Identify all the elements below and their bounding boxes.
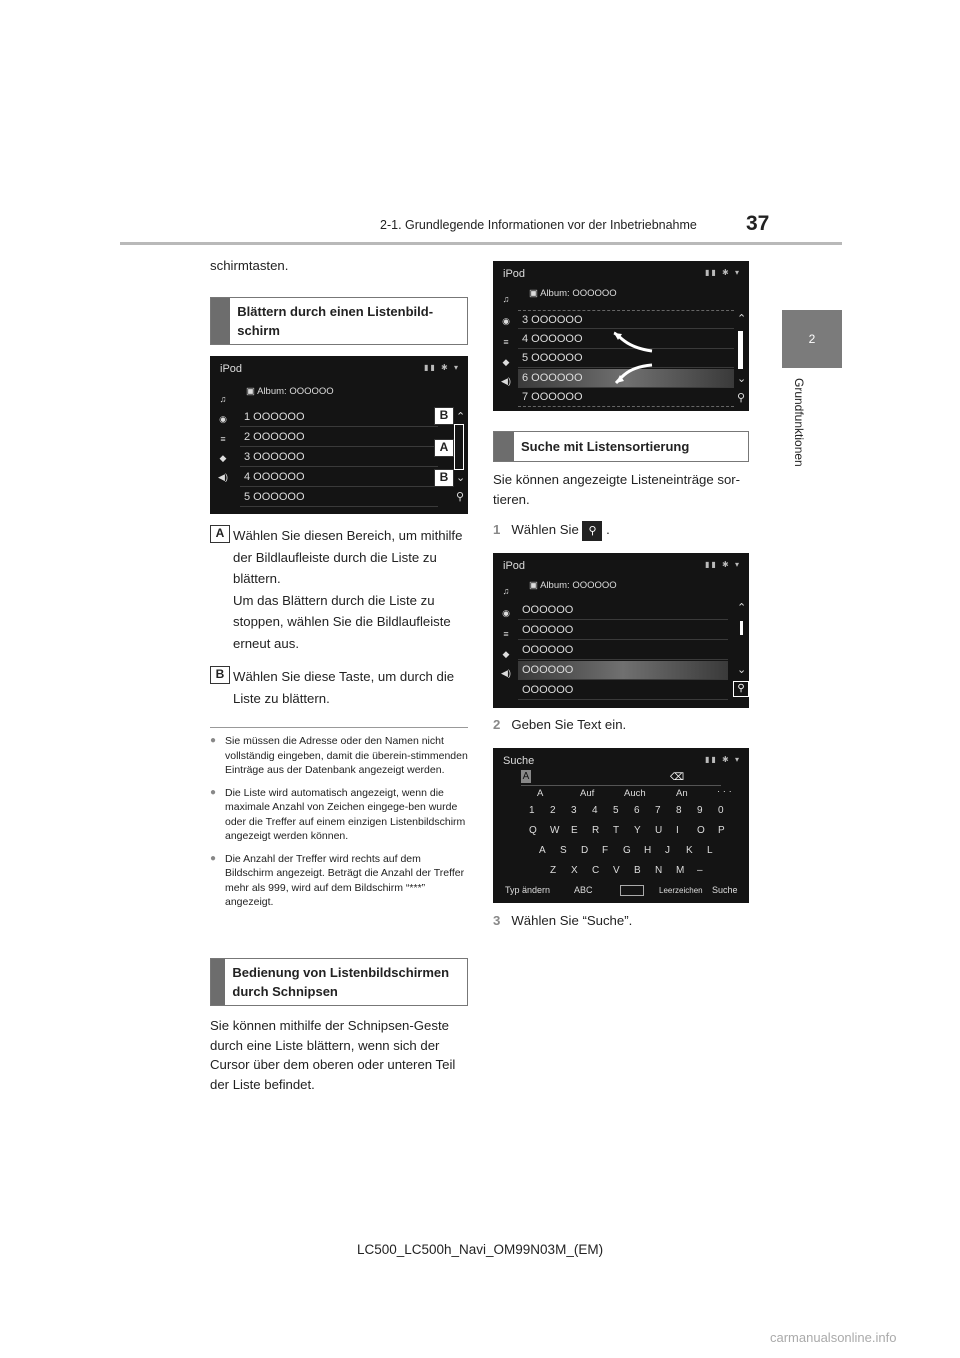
scroll-up-button[interactable]: ⌃ xyxy=(737,313,747,325)
note-item: ● Sie müssen die Adresse oder den Namen nicht vollständig eingeben, damit die überein-stimmenden Einträge aus der Datenbank angezeigt werden. xyxy=(210,734,472,778)
volume-icon: ◀) xyxy=(218,472,228,482)
queue-icon: ≡ xyxy=(503,629,509,639)
suggestion[interactable]: Auf xyxy=(580,788,595,799)
search-icon[interactable]: ⚲ xyxy=(737,392,746,404)
scroll-up-button[interactable]: ⌃ xyxy=(737,602,747,614)
keyboard-key[interactable]: H xyxy=(644,845,652,856)
keyboard-key[interactable]: – xyxy=(697,865,703,876)
scrollbar[interactable] xyxy=(454,424,464,470)
item-a-text: Wählen Sie diesen Bereich, um mithilfe der Bildlaufleiste durch die Liste zu blättern. Um das Blättern durch die Liste zu stoppen, wählen Sie die Bildlaufleiste erneut aus. xyxy=(233,528,463,651)
queue-icon: ≡ xyxy=(503,337,509,347)
scroll-down-button[interactable]: ⌄ xyxy=(737,373,747,385)
section-header-title: 2-1. Grundlegende Informationen vor der Inbetriebnahme xyxy=(380,218,697,232)
play-icon: ◉ xyxy=(502,316,510,326)
search-button-icon: ⚲ xyxy=(582,521,602,541)
list-item[interactable]: 3 OOOOOO xyxy=(518,310,734,329)
keyboard-key[interactable]: 3 xyxy=(571,805,577,816)
scroll-up-button[interactable]: ⌃ xyxy=(456,411,466,423)
keyboard-key[interactable]: K xyxy=(686,845,693,856)
view-icon: ◆ xyxy=(502,357,510,367)
keyboard-key[interactable]: C xyxy=(592,865,600,876)
scrollbar[interactable] xyxy=(740,621,743,635)
keyboard-key[interactable]: 4 xyxy=(592,805,598,816)
label-a: A xyxy=(210,525,230,543)
list-item[interactable]: 4 OOOOOO xyxy=(518,330,734,349)
backspace-icon[interactable]: ⌫ xyxy=(670,772,685,783)
space-button[interactable]: Leerzeichen xyxy=(659,886,703,895)
album-label: ▣ Album: OOOOOO xyxy=(529,288,617,299)
list-item[interactable]: 5 OOOOOO xyxy=(240,488,438,507)
keyboard-key[interactable]: O xyxy=(697,825,705,836)
heading-box-flick: Bedienung von Listenbildschirmen durch Schnipsen xyxy=(210,958,468,1006)
status-icons: ▮▮ ✱ ▾ xyxy=(705,755,741,764)
keyboard-key[interactable]: R xyxy=(592,825,600,836)
keyboard-key[interactable]: M xyxy=(676,865,685,876)
keyboard-key[interactable]: X xyxy=(571,865,578,876)
music-source-icon: ♫ xyxy=(502,294,510,304)
footer-document-code: LC500_LC500h_Navi_OM99N03M_(EM) xyxy=(356,1242,604,1257)
notes-separator xyxy=(210,727,468,728)
page-number: 37 xyxy=(746,212,770,235)
flick-gesture-arrows xyxy=(608,325,658,385)
list-item[interactable]: 2 OOOOOO xyxy=(240,428,438,447)
scrollbar[interactable] xyxy=(738,331,743,369)
keyboard-key[interactable]: D xyxy=(581,845,589,856)
status-icons: ▮▮ ✱ ▾ xyxy=(424,363,460,372)
flick-paragraph: Sie können mithilfe der Schnipsen-Geste durch eine Liste blättern, wenn sich der Cursor über dem oberen oder unteren Teil der Liste befindet. xyxy=(210,1018,456,1092)
chapter-tab: 2 xyxy=(782,310,842,368)
keyboard-key[interactable]: P xyxy=(718,825,725,836)
keyboard-key[interactable]: L xyxy=(707,845,713,856)
keyboard-key[interactable]: F xyxy=(602,845,609,856)
queue-icon: ≡ xyxy=(220,434,226,444)
watermark: carmanualsonline.info xyxy=(770,1330,897,1345)
list-item[interactable]: OOOOOO xyxy=(518,641,728,660)
status-icons: ▮▮ ✱ ▾ xyxy=(705,560,741,569)
play-icon: ◉ xyxy=(502,608,510,618)
search-keyboard-screen xyxy=(493,748,749,903)
ipod-flick-screen xyxy=(493,261,749,411)
keyboard-key[interactable]: N xyxy=(655,865,663,876)
note-item: ● Die Anzahl der Treffer wird rechts auf dem Bildschirm angezeigt. Beträgt die Anzahl der Treffer mehr als 999, wird auf dem Bildschirm “***” angezeigt. xyxy=(210,852,472,910)
music-source-icon: ♫ xyxy=(502,586,510,596)
keyboard-key[interactable]: T xyxy=(613,825,620,836)
album-label: ▣ Album: OOOOOO xyxy=(246,386,334,397)
music-source-icon: ♫ xyxy=(219,394,227,404)
status-icons: ▮▮ ✱ ▾ xyxy=(705,268,741,277)
volume-icon: ◀) xyxy=(501,376,511,386)
keyboard-key[interactable]: Q xyxy=(529,825,537,836)
change-type-button[interactable]: Typ ändern xyxy=(505,885,551,895)
list-item-highlighted[interactable]: 6 OOOOOO xyxy=(518,369,734,388)
screen-title: iPod xyxy=(503,268,526,280)
keyboard-key[interactable]: 1 xyxy=(529,805,535,816)
keyboard-key[interactable]: Y xyxy=(634,825,641,836)
screen-title: iPod xyxy=(220,363,243,375)
callout-marker-b-bottom: B xyxy=(434,469,454,487)
step-1: 1 Wählen Sie ⚲ . xyxy=(493,519,610,541)
list-item[interactable]: OOOOOO xyxy=(518,601,728,620)
keyboard-key[interactable]: V xyxy=(613,865,620,876)
view-icon: ◆ xyxy=(219,453,227,463)
scroll-down-button[interactable]: ⌄ xyxy=(737,664,747,676)
header-rule xyxy=(120,242,842,245)
search-icon[interactable]: ⚲ xyxy=(733,681,749,697)
keyboard-key[interactable]: W xyxy=(550,825,560,836)
keyboard-icon[interactable] xyxy=(620,885,644,896)
keyboard-key[interactable]: 7 xyxy=(655,805,661,816)
more-suggestions[interactable]: · · · xyxy=(717,786,732,797)
play-icon: ◉ xyxy=(219,414,227,424)
abc-button[interactable]: ABC xyxy=(574,885,593,895)
suggestion[interactable]: Auch xyxy=(624,788,646,799)
list-item[interactable]: 5 OOOOOO xyxy=(518,349,734,368)
screen-title: Suche xyxy=(503,755,535,767)
keyboard-key[interactable]: U xyxy=(655,825,663,836)
scroll-down-button[interactable]: ⌄ xyxy=(456,472,466,484)
search-submit-button[interactable]: Suche xyxy=(712,885,738,895)
input-underline xyxy=(521,785,721,786)
keyboard-key[interactable]: J xyxy=(665,845,670,856)
list-item[interactable]: 7 OOOOOO xyxy=(518,388,734,407)
ipod-sort-screen xyxy=(493,553,749,708)
keyboard-key[interactable]: B xyxy=(634,865,641,876)
list-item[interactable]: 1 OOOOOO xyxy=(240,408,438,427)
album-icon: ▣ xyxy=(246,386,255,397)
keyboard-key[interactable]: S xyxy=(560,845,567,856)
keyboard-key[interactable]: 6 xyxy=(634,805,640,816)
album-icon: ▣ xyxy=(529,288,538,299)
keyboard-key[interactable]: 0 xyxy=(718,805,724,816)
list-item-highlighted[interactable]: OOOOOO xyxy=(518,661,728,680)
heading-box-sort: Suche mit Listensortierung xyxy=(493,431,749,462)
keyboard-key[interactable]: Z xyxy=(550,865,557,876)
notes-list xyxy=(210,734,472,918)
keyboard-key[interactable]: 5 xyxy=(613,805,619,816)
note-item: ● Die Liste wird automatisch angezeigt, wenn die maximale Anzahl von Zeichen eingege-ben wurde oder die Treffer auf einem einzigen Listenbildschirm angezeigt werden können. xyxy=(210,786,472,844)
chapter-label: Grundfunktionen xyxy=(792,378,806,467)
album-label: ▣ Album: OOOOOO xyxy=(529,580,617,591)
keyboard-key[interactable]: 2 xyxy=(550,805,556,816)
view-icon: ◆ xyxy=(502,649,510,659)
keyboard-key[interactable]: A xyxy=(539,845,546,856)
ipod-list-screen xyxy=(210,356,468,514)
search-input[interactable]: A xyxy=(522,771,530,782)
label-b: B xyxy=(210,666,230,684)
intro-text: schirmtasten. xyxy=(210,258,289,273)
search-icon[interactable]: ⚲ xyxy=(456,491,465,503)
list-item[interactable]: OOOOOO xyxy=(518,681,728,700)
album-icon: ▣ xyxy=(529,580,538,591)
keyboard-key[interactable]: 9 xyxy=(697,805,703,816)
sort-paragraph: Sie können angezeigte Listeneinträge sor-tieren. xyxy=(493,472,741,507)
step-2: 2 Geben Sie Text ein. xyxy=(493,717,627,732)
callout-marker-b-top: B xyxy=(434,407,454,425)
keyboard-key[interactable]: 8 xyxy=(676,805,682,816)
keyboard-key[interactable]: I xyxy=(676,825,679,836)
volume-icon: ◀) xyxy=(501,668,511,678)
keyboard-key[interactable]: E xyxy=(571,825,578,836)
callout-marker-a: A xyxy=(434,439,454,457)
step-3: 3 Wählen Sie “Suche”. xyxy=(493,913,633,928)
heading-box-scroll-list: Blättern durch einen Listenbild-schirm xyxy=(210,297,468,345)
list-item[interactable]: 3 OOOOOO xyxy=(240,448,438,467)
suggestion[interactable]: An xyxy=(676,788,688,799)
list-item[interactable]: 4 OOOOOO xyxy=(240,468,438,487)
list-item[interactable]: OOOOOO xyxy=(518,621,728,640)
keyboard-key[interactable]: G xyxy=(623,845,631,856)
item-b-text: Wählen Sie diese Taste, um durch die Liste zu blättern. xyxy=(233,669,455,706)
screen-title: iPod xyxy=(503,560,526,572)
suggestion[interactable]: A xyxy=(537,788,544,799)
